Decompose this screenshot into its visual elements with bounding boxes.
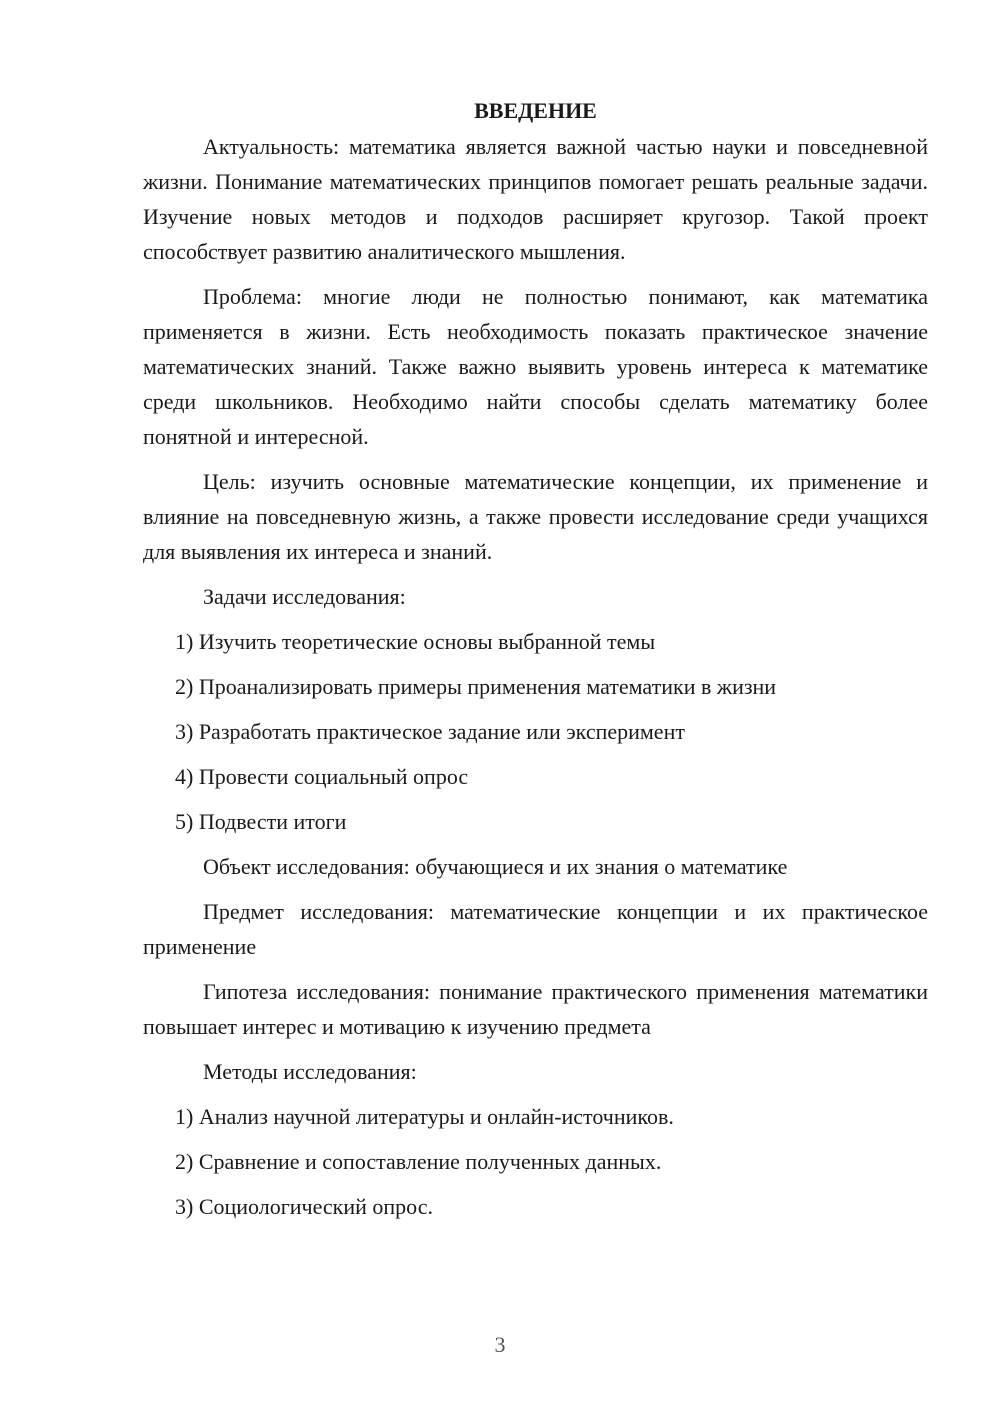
method-item: 1) Анализ научной литературы и онлайн-источников. [175, 1104, 674, 1129]
tasks-heading: Задачи исследования: [203, 584, 406, 609]
methods-heading: Методы исследования: [203, 1059, 417, 1084]
subject-paragraph: Предмет исследования: математические концепции и их практическое применение [143, 899, 928, 959]
hypothesis-paragraph: Гипотеза исследования: понимание практического применения математики повышает интерес и мотивацию к изучению предмета [143, 979, 928, 1039]
page-number: 3 [494, 1332, 506, 1357]
relevance-paragraph: Актуальность: математика является важной частью науки и повседневной жизни. Понимание математических принципов помогает решать реальные задачи. Изучение новых методов и подходов расширяет кругозор. Такой проект способствует развитию аналитического мышления. [143, 134, 928, 264]
task-item: 1) Изучить теоретические основы выбранной темы [175, 629, 656, 654]
task-item: 2) Проанализировать примеры применения математики в жизни [175, 674, 777, 699]
task-item: 4) Провести социальный опрос [175, 764, 469, 789]
goal-paragraph: Цель: изучить основные математические концепции, их применение и влияние на повседневную жизнь, а также провести исследование среди учащихся для выявления их интереса и знаний. [143, 469, 928, 564]
method-item: 3) Социологический опрос. [175, 1194, 433, 1219]
task-item: 5) Подвести итоги [175, 809, 347, 834]
problem-paragraph: Проблема: многие люди не полностью понимают, как математика применяется в жизни. Есть необходимость показать практическое значение математических знаний. Также важно выявить уровень интереса к математике среди школьников. Необходимо найти способы сделать математику более понятной и интересной. [143, 284, 928, 449]
page-title: ВВЕДЕНИЕ [474, 98, 597, 123]
document-body [143, 95, 928, 1234]
object-line: Объект исследования: обучающиеся и их знания о математике [203, 854, 788, 879]
task-item: 3) Разработать практическое задание или эксперимент [175, 719, 685, 744]
method-item: 2) Сравнение и сопоставление полученных данных. [175, 1149, 662, 1174]
